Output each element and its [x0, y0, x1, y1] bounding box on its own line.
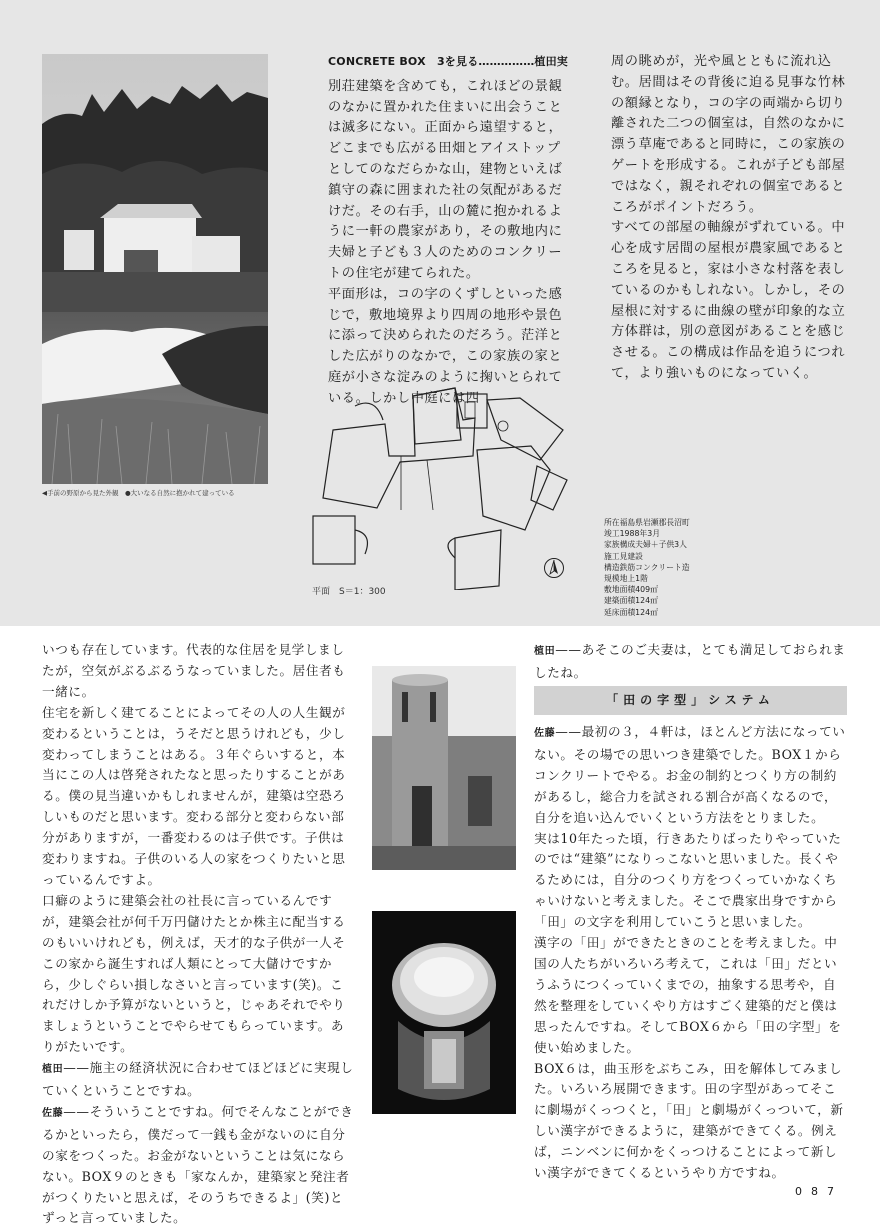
spec-structure: 構造鉄筋コンクリート造 — [604, 562, 690, 572]
interview-paragraph: 実は10年たった頃，行きあたりばったりやっていたのでは“建築”になりっこないと思いました。長くやるためには，自分のつくり方をつくっていかなくちゃいけないと考えました。そこで農家出身ですから「田」の文字を利用していこうと思いました。 — [534, 830, 842, 930]
article-header: CONCRETE BOX 3を見る……………植田実 — [328, 55, 569, 68]
section-heading: 「田の字型」システム — [534, 686, 847, 715]
plan-scale-label: 平面 S＝1：300 — [312, 587, 386, 597]
interview-paragraph: 佐藤——最初の３，４軒は，ほとんど方法になっていない。その場での思いつき建築でした。BOX１からコンクリートでやる。お金の制約とつくり方の制約があるし，総合力を試される割合が高くなるので，自分を追い込んでいくという方法をとりました。 — [534, 724, 846, 825]
spec-building-area: 建築面積124㎡ — [604, 596, 658, 606]
project-specs — [604, 517, 690, 618]
interview-right-column — [534, 722, 848, 1184]
interview-paragraph: 佐藤——そういうことですね。何でそんなことができるかといったら，僕だって一銭も金がないのに自分の家をつくった。お金がないということは気にならない。BOX９のときも「家なんか，建築家と発注者がつくりたいと思えば，そのうちできるよ」(笑)とずっと言っていました。 — [42, 1103, 354, 1226]
interview-paragraph: BOX６は，曲玉形をぶちこみ，田を解体してみました。いろいろ展開できます。田の字型があってそこに劇場がくっつくと，「田」と劇場がくっついて，新しい漢字ができるように，建築ができてくる。例えば，ニンベンに何かをくっつけることによって新しい漢字ができてくるというやり方ですね。 — [534, 1060, 844, 1181]
spec-builder: 施工見建設 — [604, 551, 643, 561]
article-column-2 — [611, 52, 856, 385]
interview-left-column — [42, 640, 356, 1229]
speaker-name: 植田 — [42, 1064, 64, 1076]
article-paragraph: すべての部屋の軸線がずれている。中心を成す居間の屋根が農家風であるところを見ると，家は小さな村落を表しているのかもしれない。しかし，その屋根に対するに曲線の壁が印象的な立方体群は，別の意図があることを感じさせる。この構成は作品を追うにつれて，より強いものになっていく。 — [611, 220, 846, 381]
spec-site-area: 敷地面積409㎡ — [604, 585, 658, 595]
spec-completion: 竣工1988年3月 — [604, 529, 660, 539]
spec-location: 所在福島県岩瀬郡長沼町 — [604, 518, 690, 527]
speaker-name: 佐藤 — [534, 728, 556, 739]
curved-interior-photo — [372, 911, 516, 1114]
article-paragraph: 周の眺めが，光や風とともに流れ込む。居間はその背後に迫る見事な竹林の額縁となり，コの字の両端から切り離された二つの個室は，自然のなかに漂う草庵であると同時に，この家族のゲートを形成する。これが子ども部屋ではなく，親それぞれの個室であるところがポイントだろう。 — [611, 54, 846, 215]
interview-paragraph: 植田——あそこのご夫妻は，とても満足しておられましたね。 — [534, 642, 846, 680]
interview-paragraph: 口癖のように建築会社の社長に言っているんですが，建築会社が何千万円儲けたとか株主に配当するのもいいけれども，例えば，天才的な子供が一人そこの家から誕生すれば人類にとって大儲けですから，少しぐらい損しなさいと言っています(笑)。これだけしか予算がないというと，じゃあそれでやりましょうということでやらせてもらっています。ありがたいです。 — [42, 892, 346, 1055]
article-column-1 — [328, 52, 572, 410]
house-landscape-photo — [42, 54, 268, 484]
interview-right-column-top — [534, 640, 848, 684]
speaker-name: 佐藤 — [42, 1107, 64, 1119]
spec-floor-area: 延床面積124㎡ — [604, 607, 658, 617]
spec-family: 家族構成夫婦＋子供3人 — [604, 540, 687, 550]
interview-paragraph: いつも存在しています。代表的な住居を見学しましたが，空気がぶるぶるうなっていました。居住者も一緒に。 — [42, 642, 346, 699]
article-paragraph: 平面形は，コの字のくずしといった感じで，敷地境界より四周の地形や景色に添って決められたのだろう。茫洋とした広がりのなかで，この家族の家と庭が小さな淀みのように掬いとられている。しかし中庭には四 — [328, 286, 563, 406]
spec-scale: 規模地上1階 — [604, 574, 648, 584]
interview-paragraph: 漢字の「田」ができたときのことを考えました。中国の人たちがいろいろ考えて，これは「田」だというふうにつくっていくまでの，抽象する思考や，自然を整理をしていくやり方はすごく建築的だと僕は思ったんですね。そしてBOX６から「田の字型」を使い始めました。 — [534, 935, 842, 1055]
page-number: 087 — [795, 1185, 843, 1198]
article-paragraph: 別荘建築を含めても，これほどの景観のなかに置かれた住まいに出会うことは滅多にない。正面から遠望すると，どこまでも広がる田畑とアイストップとしてのなだらかな山，建物といえば鎮守の森に囲まれた社の気配があるだけだ。その右手，山の麓に抱かれるように一軒の農家があり，その敷地内に夫婦と子ども３人のためのコンクリートの住宅が建てられた。 — [328, 78, 563, 281]
photo-caption: ◀手前の野原から見た外観 ●大いなる自然に抱かれて建っている — [42, 489, 235, 497]
floor-plan-drawing — [305, 380, 580, 590]
interview-paragraph: 住宅を新しく建てることによってその人の人生観が変わるということは，うそだと思うけれども，少し変わってしまうことはある。３年ぐらいすると，本当にこの人は啓発されたなと思ったりすることがある。僕の見当違いかもしれませんが，建築は空恐ろしいものだと思います。変わる部分と変わらない部分がありますが，一番変わるのは子供です。子供は変わりますね。子供のいる人の家をつくりたいと思っているんですよ。 — [42, 704, 346, 887]
interview-paragraph: 植田——施主の経済状況に合わせてほどほどに実現していくということですね。 — [42, 1060, 354, 1099]
tower-exterior-photo — [372, 666, 516, 870]
speaker-name: 植田 — [534, 646, 556, 657]
north-arrow-icon — [543, 557, 565, 579]
